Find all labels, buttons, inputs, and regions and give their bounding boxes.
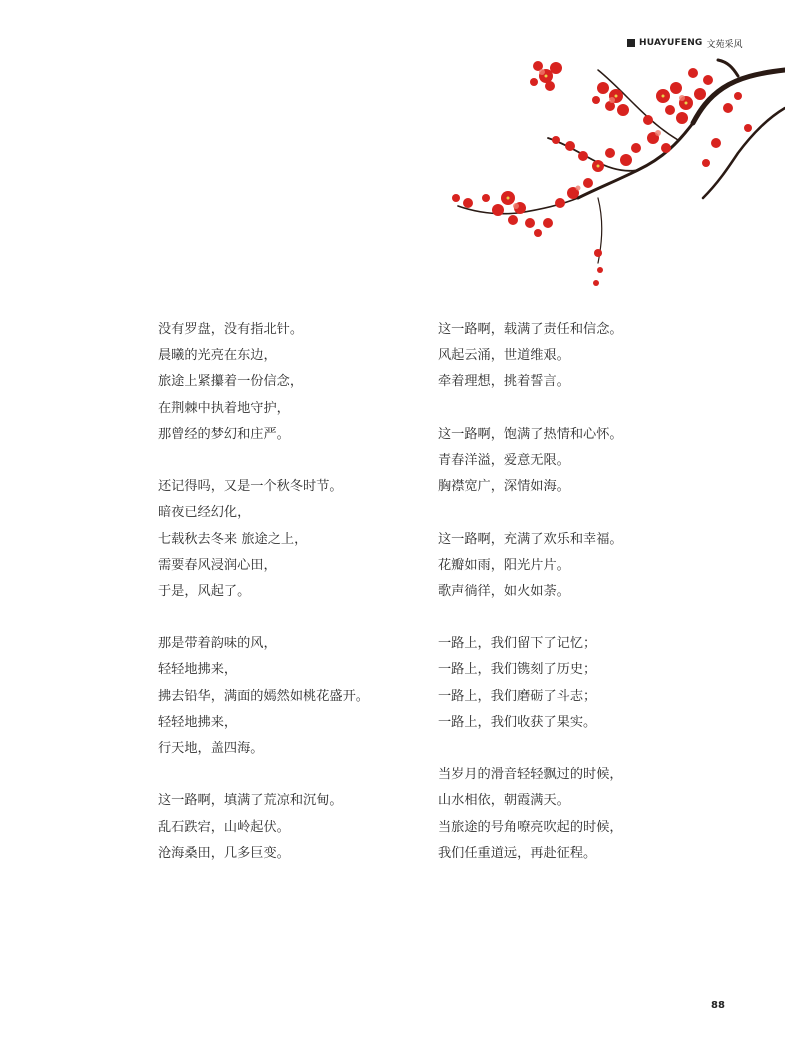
poem-line: 一路上，我们磨砺了斗志； xyxy=(438,688,597,704)
poem-line: 这一路啊，充满了欢乐和幸福。 xyxy=(438,531,623,547)
poem-line: 在荆棘中执着地守护， xyxy=(158,400,290,416)
blossom-cluster xyxy=(452,61,752,286)
poem-right-column xyxy=(438,317,758,867)
poem-line: 乱石跌宕，山岭起伏。 xyxy=(158,819,290,835)
poem-line: 一路上，我们镌刻了历史； xyxy=(438,662,597,678)
poem-line: 牵着理想，挑着誓言。 xyxy=(438,374,570,390)
poem-line: 暗夜已经幻化， xyxy=(158,505,251,521)
poem-line: 这一路啊，填满了荒凉和沉甸。 xyxy=(158,793,343,809)
poem-line: 胸襟宽广，深情如海。 xyxy=(438,479,570,495)
poem-line: 当岁月的滑音轻轻飘过的时候， xyxy=(438,767,623,783)
stanza-gap xyxy=(438,396,758,422)
poem-line: 轻轻地拂来， xyxy=(158,714,238,730)
stanza-gap xyxy=(438,736,758,762)
poem-line: 那是带着韵味的风， xyxy=(158,636,277,652)
poem-line: 旅途上紧攥着一份信念， xyxy=(158,374,304,390)
header-brand: HUAYUFENG xyxy=(639,38,703,48)
poem-line: 轻轻地拂来， xyxy=(158,662,238,678)
poem-line: 一路上，我们留下了记忆； xyxy=(438,636,597,652)
poem-line: 拂去铅华，满面的嫣然如桃花盛开。 xyxy=(158,688,369,704)
stanza-gap xyxy=(158,762,478,788)
poem-line: 风起云涌，世道维艰。 xyxy=(438,348,570,364)
poem-line: 花瓣如雨，阳光片片。 xyxy=(438,557,570,573)
poem-line: 沧海桑田，几多巨变。 xyxy=(158,845,290,861)
poem-line: 行天地，盖四海。 xyxy=(158,741,264,756)
poem-line: 这一路啊，饱满了热情和心怀。 xyxy=(438,426,623,442)
poem-line: 我们任重道远，再赴征程。 xyxy=(438,845,597,861)
poem-line: 还记得吗，又是一个秋冬时节。 xyxy=(158,479,343,495)
poem-line: 一路上，我们收获了果实。 xyxy=(438,714,597,730)
poem-line: 七载秋去冬来 旅途之上， xyxy=(158,531,308,547)
poem-line: 晨曦的光亮在东边， xyxy=(158,348,277,364)
poem-line: 山水相依，朝霞满天。 xyxy=(438,793,570,809)
poem-line: 这一路啊，载满了责任和信念。 xyxy=(438,322,623,337)
poem-line: 没有罗盘，没有指北针。 xyxy=(158,322,304,337)
page-number: 88 xyxy=(711,1000,725,1011)
poem-left-column xyxy=(158,317,478,867)
poem-line: 于是，风起了。 xyxy=(158,583,251,599)
header-square-icon xyxy=(627,39,635,47)
poem-line: 青春洋溢，爱意无限。 xyxy=(438,452,570,468)
poem-line: 当旅途的号角嘹亮吹起的时候， xyxy=(438,819,623,835)
stanza-gap xyxy=(158,448,478,474)
stanza-gap xyxy=(438,605,758,631)
poem-line: 歌声徜徉，如火如荼。 xyxy=(438,583,570,599)
plum-blossom-illustration xyxy=(438,48,785,293)
header-section: 文苑采风 xyxy=(706,39,743,50)
poem-line: 那曾经的梦幻和庄严。 xyxy=(158,426,290,442)
stanza-gap xyxy=(438,500,758,526)
stanza-gap xyxy=(158,605,478,631)
poem-line: 需要春风浸润心田， xyxy=(158,557,277,573)
